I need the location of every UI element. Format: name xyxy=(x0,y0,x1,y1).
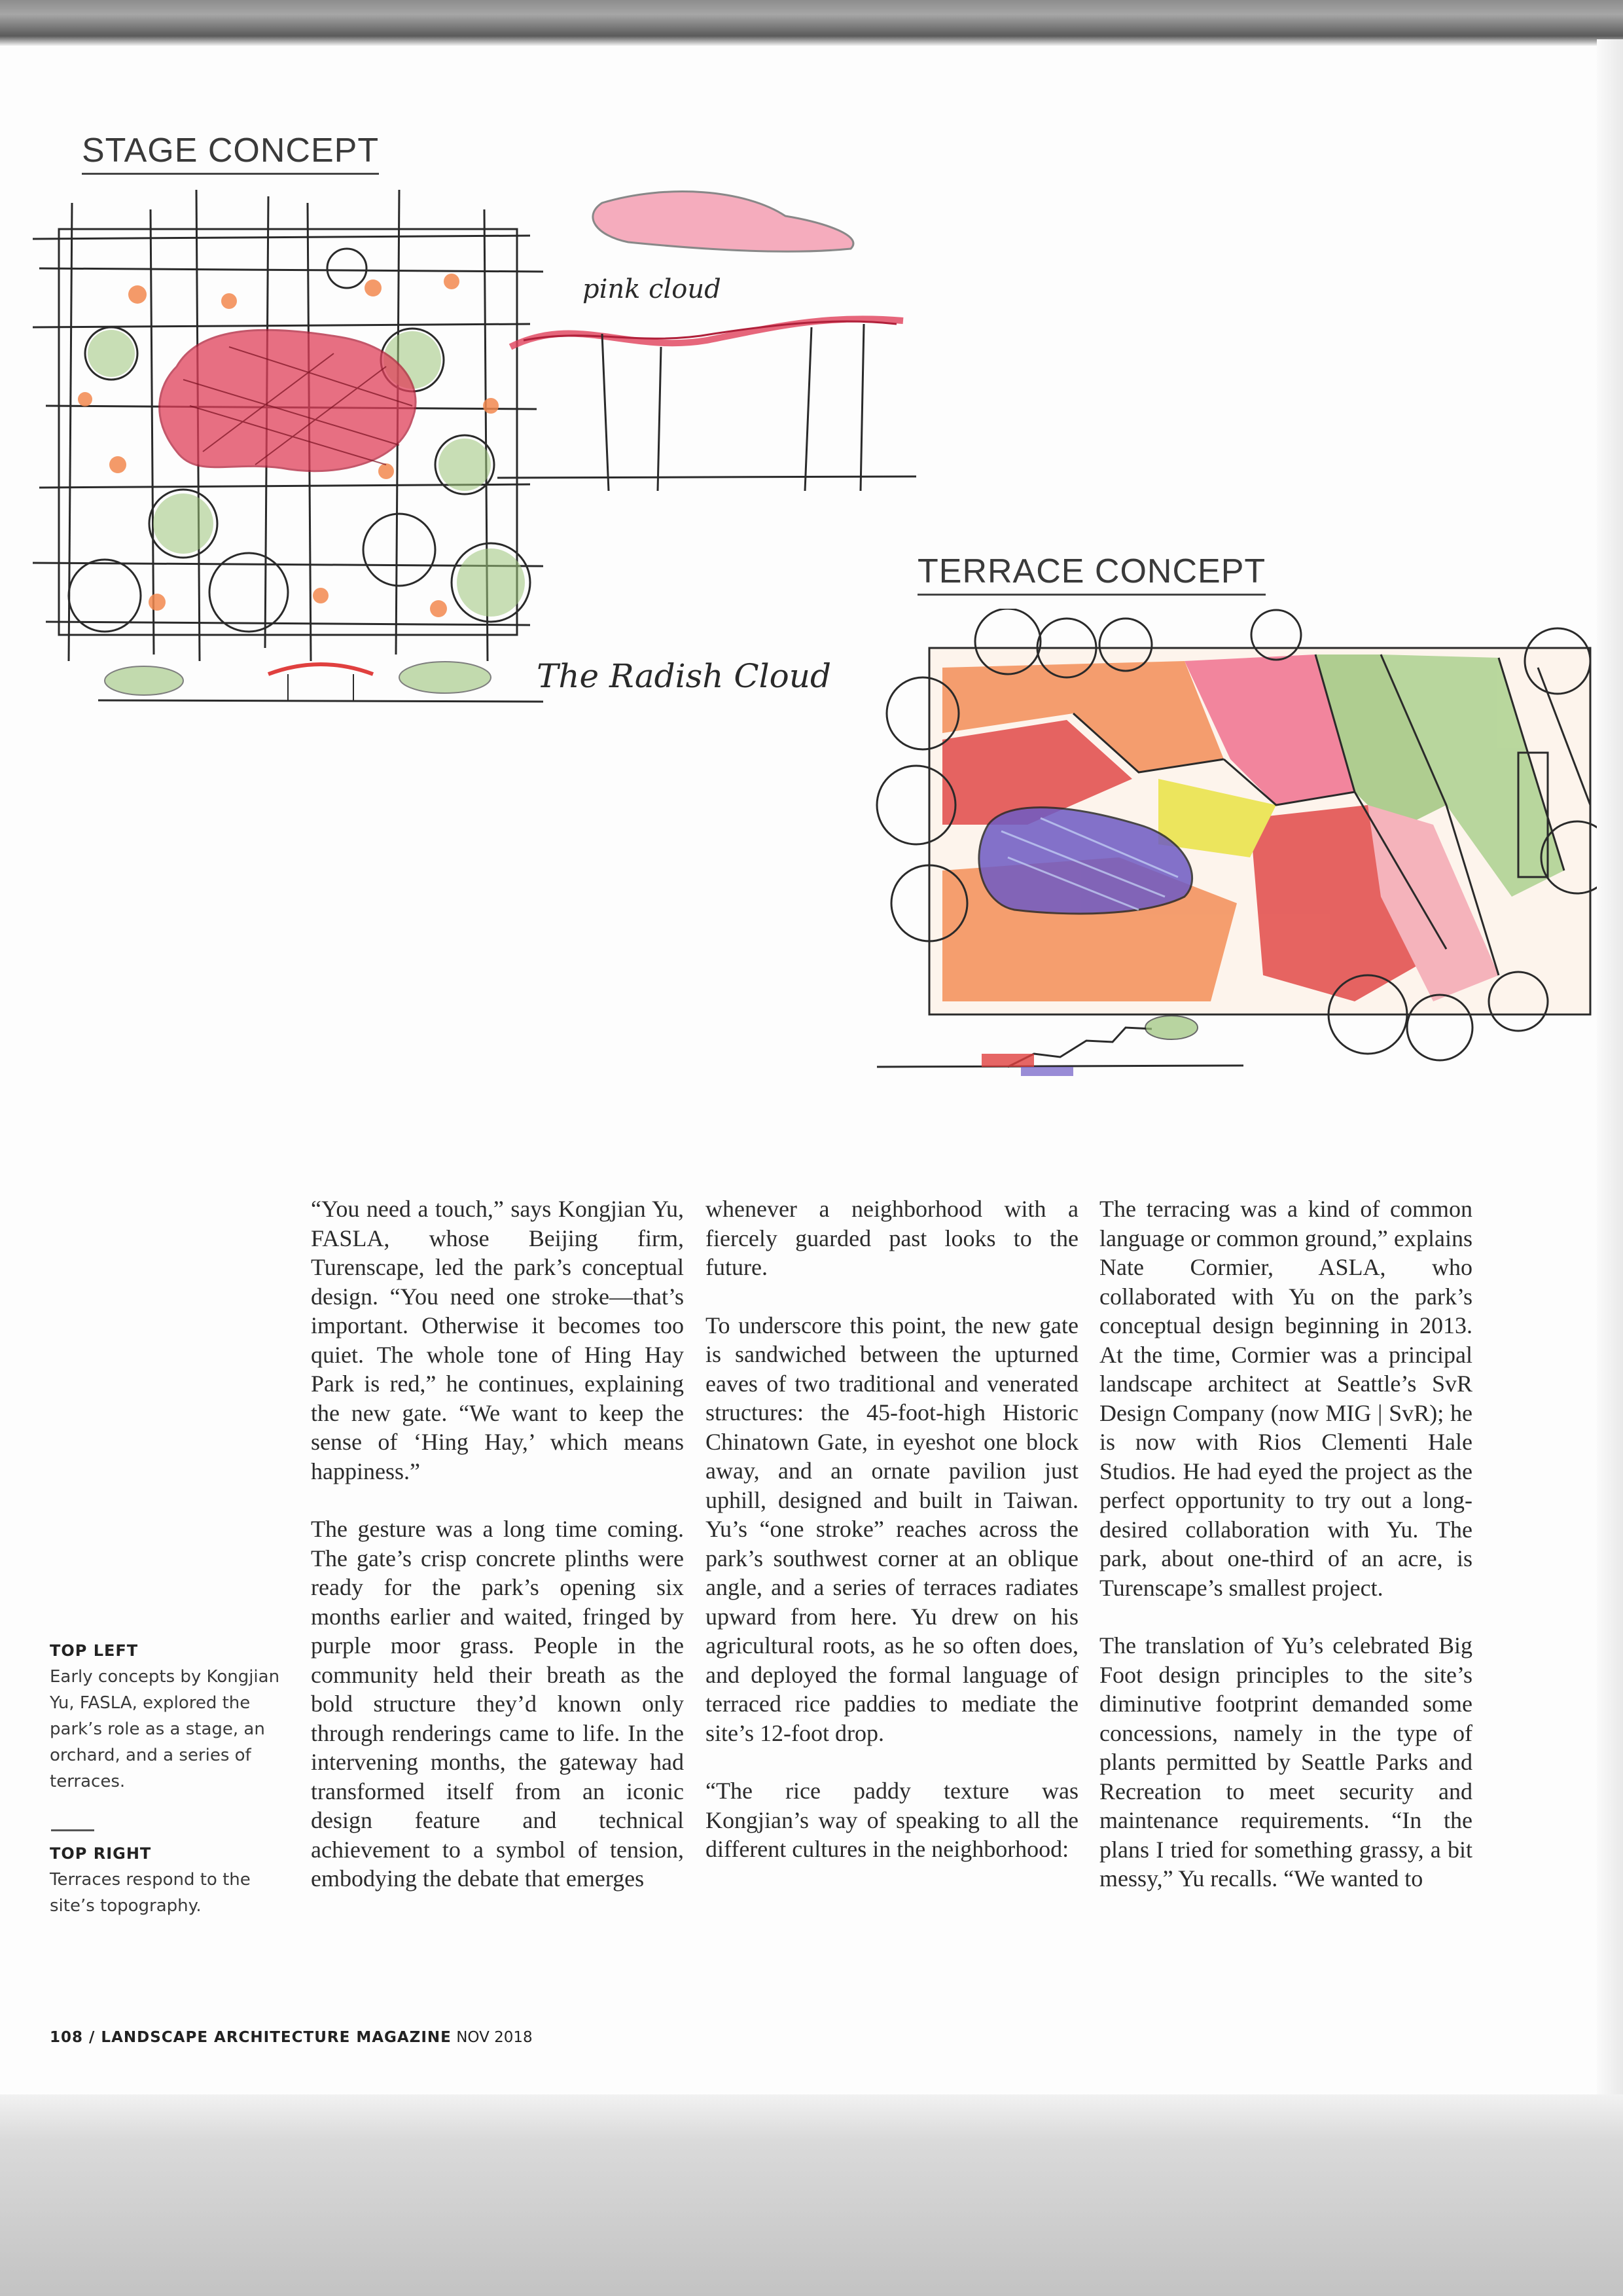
paragraph: “You need a touch,” says Kongjian Yu, FASLA, whose Beijing firm, Turenscape, led the park’s conceptual design. “You need one stroke—that’s important. Otherwise it becomes too quiet. The whole tone of Hing Hay Park is red,” he continues, explaining the new gate. “We want to keep the sense of ‘Hing Hay,’ which means happiness.” xyxy=(311,1196,684,1484)
caption-top-right xyxy=(50,1840,285,1919)
paragraph: To underscore this point, the new gate is sandwiched between the upturned eaves of two traditional and venerated structures: the 45-foot-high Historic Chinatown Gate, in eyeshot one block away, and an ornate pavilion just uphill, designed and built in Taiwan. Yu’s “one stroke” reaches across the park’s southwest corner at an oblique angle, and a series of terraces radiates upward from here. Yu drew on his agricultural roots, as he so often does, and deployed the formal language of terraced rice paddies to mediate the site’s 12-foot drop. xyxy=(705,1312,1079,1746)
scan-edge-right xyxy=(1597,39,1623,2101)
paragraph: whenever a neighborhood with a fiercely guarded past looks to the future. xyxy=(705,1196,1079,1280)
paragraph: “The rice paddy texture was Kongjian’s way of speaking to all the different cultures in the neighborhood: xyxy=(705,1778,1079,1862)
paragraph: The translation of Yu’s celebrated Big Foot design principles to the site’s diminutive footprint demanded some concessions, namely in the type of plants permitted by Seattle Parks and Recreation to meet security and maintenance requirements. “In the plans I tried for something grassy, a bit messy,” Yu recalls. “We wanted to xyxy=(1099,1632,1472,1892)
pink-cloud-section-sketch xyxy=(497,183,916,497)
radish-cloud-note xyxy=(537,648,877,707)
caption-heading: TOP LEFT xyxy=(50,1641,139,1660)
caption-top-left xyxy=(50,1638,285,1795)
article-column-1 xyxy=(311,1194,684,1922)
caption-heading: TOP RIGHT xyxy=(50,1844,152,1863)
scan-edge-top xyxy=(0,0,1623,46)
caption-text: Early concepts by Kongjian Yu, FASLA, explored the park’s role as a stage, an orchard, and a series of terraces. xyxy=(50,1667,280,1791)
article-column-2 xyxy=(705,1194,1079,1893)
paragraph: The terracing was a kind of common language or common ground,” explains Nate Cormier, ASLA, who collaborated with Yu on the park’s conceptual design beginning in 2013. At the time, Cormier was a principal landscape architect at Seattle’s SvR Design Company (now MIG | SvR); he is now with Rios Clementi Hale Studios. He had eyed the project as the perfect opportunity to try out a long-desired collaboration with Yu. The park, about one-third of an acre, is Turenscape’s smallest project. xyxy=(1099,1196,1472,1601)
article-column-3 xyxy=(1099,1194,1472,1922)
folio: 108 / LANDSCAPE ARCHITECTURE MAGAZINE xyxy=(50,2029,452,2046)
svg-text:The Radish Cloud: The Radish Cloud xyxy=(537,657,831,695)
pink-cloud-note: pink cloud xyxy=(582,274,721,304)
stage-concept-plan-sketch xyxy=(33,190,543,726)
caption-text: Terraces respond to the site’s topography. xyxy=(50,1870,251,1916)
caption-divider xyxy=(51,1829,94,1831)
scan-edge-bottom xyxy=(0,2094,1623,2296)
paragraph: The gesture was a long time coming. The gate’s crisp concrete plinths were ready for the park’s opening six months earlier and waited, fringed by purple moor grass. People in the community held their breath as the bold structure they’d known only through renderings came to life. In the intervening months, the gateway had transformed itself from an iconic design feature and technical achievement to a symbol of tension, embodying the debate that emerges xyxy=(311,1516,684,1892)
terrace-concept-title: TERRACE CONCEPT xyxy=(918,552,1266,596)
issue-date: NOV 2018 xyxy=(456,2029,533,2046)
stage-concept-title: STAGE CONCEPT xyxy=(82,131,379,175)
terrace-section-sketch xyxy=(877,1001,1243,1100)
page-footer xyxy=(50,2029,533,2046)
